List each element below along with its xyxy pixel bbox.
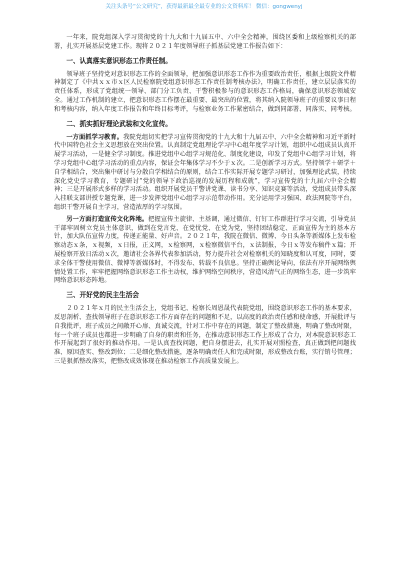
section-1-heading: 一、认真落实意识形态工作责任制。	[66, 56, 172, 65]
section-2-paragraph-study-lead: 一方面抓学习教育。	[66, 133, 124, 141]
section-1	[54, 57, 356, 115]
section-2-paragraph-study	[54, 134, 356, 213]
section-3-paragraph-text: ２０２１年ｘ月的民主生活会上，党组书记、检察长周恩晟代表院党组，围绕意识形态工作的基本要求，反思剖析、查找领导班子在意识形态工作方面存在的问题和不足，以高度的政治责任感和使命感，开展批评与自我批评，班子成员之间敞开心扉、真诚交流，针对工作中存在的问题，制定了整改措施，明确了整改时限，每一个班子成员也都进一步明确了自身的职责和任务，在推动意识形态工作上形成了合力，对本院意识形态工作开展起到了很好的推动作用。一是认真查找问题，把自身摆进去，扎实开展对照检查，真正做到把问题找准、原因查实、整改到位；二是细化整改措施，逐条明确责任人和完成时限，形成整改台账，实行销号管理；三是狠抓整改落实，把整改成效体现在推动检察工作高质量发展上。	[54, 305, 356, 365]
intro-paragraph: 一年来，院党组深入学习贯彻党的十九大和十九届五中、六中全会精神，围绕区委和上级检察机关的部署，扎实开展基层党建工作。现将２０２１年度领导班子抓基层党建工作报告如下：	[54, 34, 356, 50]
section-3-paragraph	[54, 305, 356, 367]
section-2-paragraph-publicity	[54, 216, 356, 286]
section-2	[54, 120, 356, 287]
section-1-paragraph	[54, 71, 356, 115]
document-body	[54, 34, 356, 370]
section-2-heading: 二、抓实抓好理论武装和文化宣传。	[66, 119, 172, 128]
page-header-banner: 关注头条号“公文研究”，获得最新最全最专业的公文资料库！ 微信：gongwenyj	[105, 4, 303, 10]
section-3	[54, 291, 356, 367]
section-1-paragraph-text: 领导班子坚持党对意识形态工作的全面领导，把加强意识形态工作作为重要政治责任，根据上级院文件精神制定了《中共ｘｘ市ｘ区人民检察院党组意识形态工作责任制考核办法》，明确工作责任，建立层层落实的责任体系，形成了党组统一领导、部门分工负责、干警积极参与的意识形态工作格局，确保意识形态领域安全。通过工作机制的建立，把意识形态工作摆在最重要、最突出的位置，将其纳入院领导班子的重要议事日程和考核内容，纳入年度工作报告和年终目标考评，与检察业务工作紧密结合，做到同部署、同落实、同考核。	[54, 70, 356, 113]
section-2-paragraph-study-text: 我院党组切实把学习宣传贯彻党的十九大和十九届五中、六中全会精神和习近平新时代中国特色社会主义思想放在突出位置。认真制定党组理论学习中心组年度学习计划，组织中心组成员认真开展学习活动，一是健全学习制度。推进党组中心组学习规范化、制度化建设，印发了党组中心组学习计划，将学习党组中心组学习活动的重点内容，保证会年集体学习不少于ｘ次。二是创新学习方式。坚持领学＋研学＋自学相结合，突出集中研讨与分散自学相结合的原则，结合工作实际开展专题学习研讨，加强理论武装，持续深化党史学习教育，专题研讨“党的领导下政治巡视的发展历程和成就”，学习宣传党的十九届六中全会精神；三是开展形式多样的学习活动。组织开展党员干警讲党课、读书分享、知识竞赛等活动，党组成员带头深入挂联支部讲授专题党课，进一步发挥党组中心组学习示范带动作用。充分运用学习强国、政法网院等平台，组织干警开展自主学习，营造浓厚的学习氛围。	[54, 133, 356, 211]
section-3-heading: 三、开好党的民主生活会	[66, 291, 139, 300]
section-2-paragraph-publicity-lead: 另一方面打造宣传文化阵地。	[66, 215, 149, 223]
section-2-paragraph-publicity-text: 把握宣传主旋律、主基调，通过微信、钉钉工作群进行学习交流，引导党员干部牢固树立党员主体意识，做到在党言党、在党忧党、在党为党，坚持团结稳定、正面宣传为主的基本方针，加大队伍宣传力度，传递正能量、好声音。２０２１年，我院在微信、微博、今日头条等新媒体上发布检察动态ｘ条，ｘ视频，ｘ日报，正义网，ｘ检察网，ｘ检察微信平台，ｘ法制报，今日ｘ等发布稿件ｘ篇；开展检察开放日活动ｘ次，邀请社会各界代表参加活动，努力提升社会对检察机关的知晓度和认可度，同时，要求全体干警使用微信、微博等新媒体时，不得发布、转载不良信息。坚持正确舆论导向，依法有序开展网络舆情处置工作，牢牢把握网络意识形态工作主动权，维护网络空间秩序，营造风清气正的网络生态，进一步筑牢网络意识形态阵地。	[54, 215, 356, 285]
